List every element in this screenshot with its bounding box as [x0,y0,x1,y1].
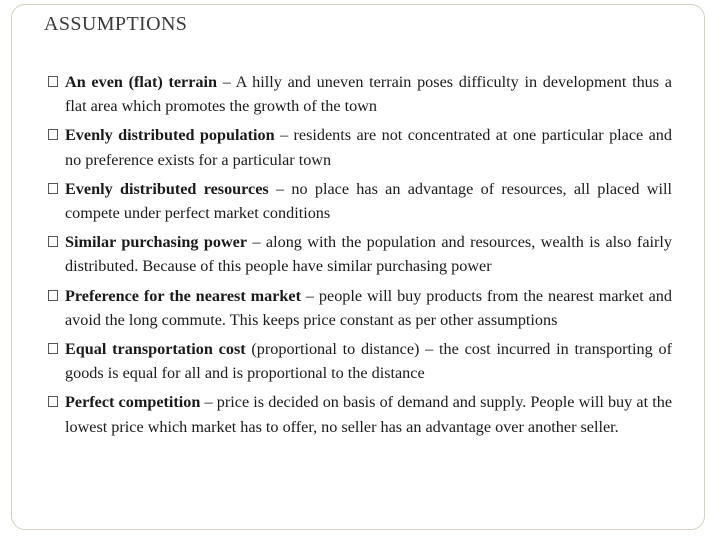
bullet-item-resources [47,177,672,225]
square-bullet-icon [48,76,58,87]
bullet-term: Equal transportation cost [65,340,246,359]
bullet-item-nearest-market [47,284,672,332]
bullet-item-perfect-competition [47,390,672,438]
bullet-item-flat-terrain [47,70,672,118]
bullet-text: – A hilly and uneven terrain poses difficulty in development thus a flat area which promotes the growth of the town [65,73,672,116]
bullet-text: – price is decided on basis of demand and supply. People will buy at the lowest price which market has to offer, no seller has an advantage over another seller. [65,393,672,436]
bullet-item-transportation-cost [47,337,672,385]
bullet-text: – residents are not concentrated at one particular place and no preference exists for a particular town [65,126,672,169]
bullet-item-purchasing-power [47,230,672,278]
bullet-term: An even (flat) terrain [65,73,218,91]
slide-title: ASSUMPTIONS [44,13,188,35]
square-bullet-icon [48,129,58,140]
bullet-text: (proportional to distance) – the cost incurred in transporting of goods is equal for all and is proportional to the distance [65,340,672,383]
bullet-text: – no place has an advantage of resources, all placed will compete under perfect market conditions [65,179,672,223]
bullet-term: Evenly distributed resources [65,179,269,198]
bullet-term: Similar purchasing power [65,233,248,252]
square-bullet-icon [48,236,58,247]
bullet-item-population [47,123,672,171]
square-bullet-icon [48,290,58,301]
square-bullet-icon [48,343,58,354]
bullet-text: – people will buy products from the nearest market and avoid the long commute. This keeps price constant as per other assumptions [65,286,672,329]
bullet-term: Preference for the nearest market [65,286,301,305]
bullet-text: – along with the population and resources, wealth is also fairly distributed. Because of this people have similar purchasing power [65,233,672,276]
square-bullet-icon [48,183,58,194]
bullet-term: Perfect competition [65,393,201,412]
bullet-list [47,70,672,444]
bullet-term: Evenly distributed population [65,126,275,145]
square-bullet-icon [48,396,58,407]
